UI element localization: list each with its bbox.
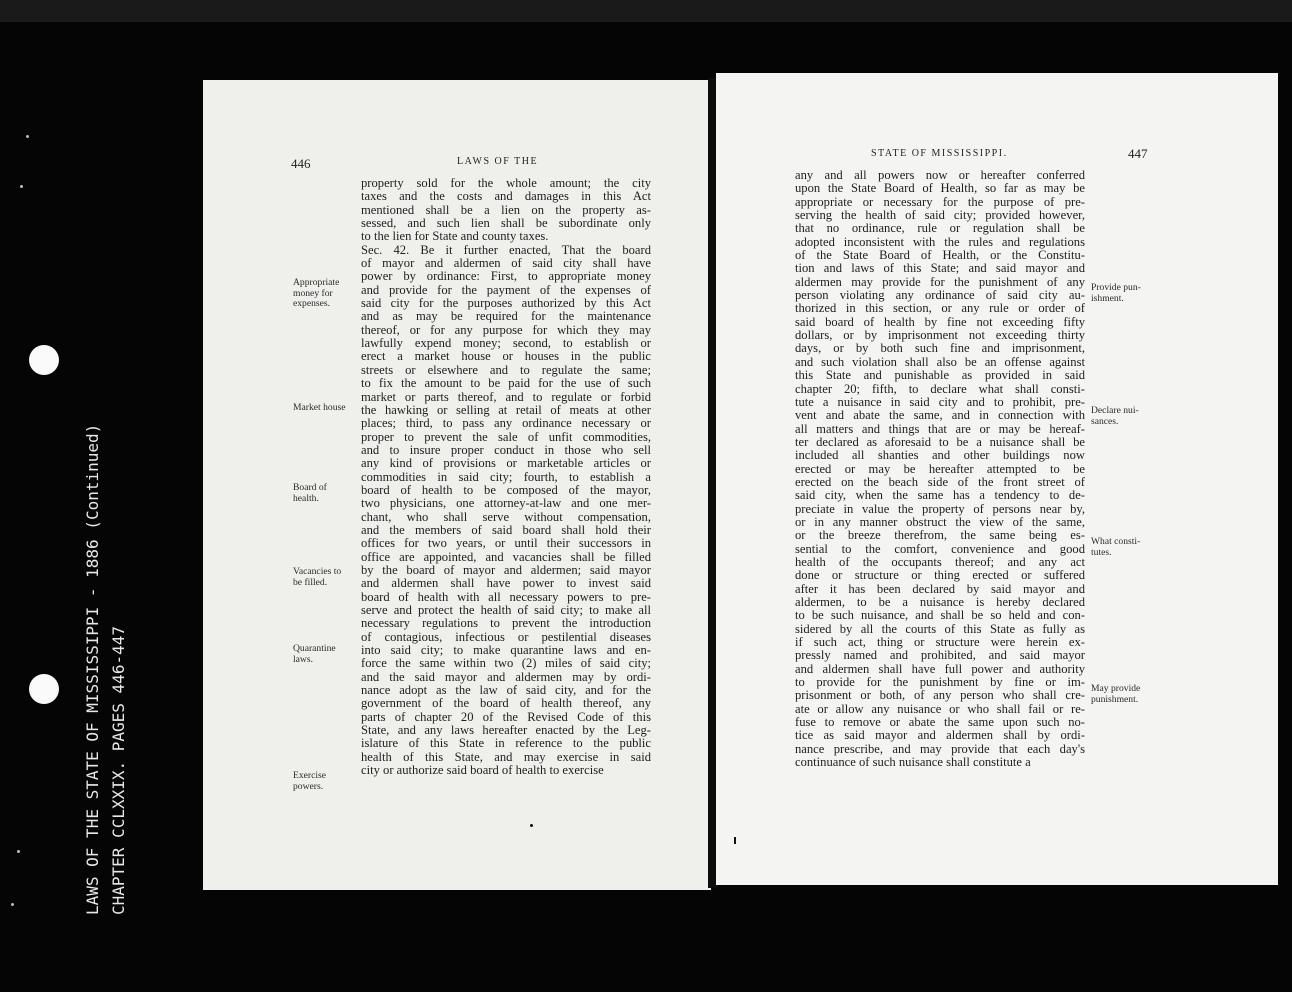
text-line: two physicians, one attorney-at-law and one mer-: [361, 496, 651, 511]
text-line: prisonment or both, of any person who shall cre-: [795, 688, 1085, 703]
margin-note-line: May provide: [1091, 683, 1141, 694]
text-line: board of health to be composed of the mayor,: [361, 482, 651, 497]
margin-note-line: laws.: [293, 653, 313, 665]
text-line: fuse to remove or abate the same upon such no-: [795, 715, 1085, 730]
text-line: that no ordinance, rule or regulation shall be: [795, 221, 1085, 236]
text-line: necessary regulations to prevent the introduction: [361, 616, 651, 631]
text-line: and such violation shall also be an offense against: [795, 354, 1085, 369]
running-head-right: STATE OF MISSISSIPPI.: [871, 148, 1008, 159]
text-line: city or authorize said board of health to exercise: [361, 763, 604, 778]
text-line: appropriate or necessary for the purpose of pre-: [795, 194, 1085, 209]
punch-hole-bottom: [29, 674, 59, 704]
text-line: thereof, or for any purpose for which they may: [361, 322, 651, 337]
text-line: person violating any ordinance of said city au-: [795, 288, 1085, 303]
margin-note-exercise: [293, 771, 326, 792]
text-line: said board of health by fine not exceeding fifty: [795, 314, 1085, 329]
text-line: parts of chapter 20 of the Revised Code of this: [361, 709, 651, 724]
left-page: [203, 80, 711, 890]
film-speck: [11, 903, 14, 906]
text-line: tute a nuisance in said city and to prohibit, pre-: [795, 394, 1085, 409]
text-line: force the same within two (2) miles of said city;: [361, 656, 651, 671]
ink-mark: [734, 837, 736, 844]
margin-note-provide-punishment: [1091, 283, 1141, 304]
text-line: chapter 20; fifth, to declare what shall consti-: [795, 381, 1085, 396]
margin-note-vacancies: [293, 567, 341, 588]
text-line: proper to prevent the sale of unfit commodities,: [361, 429, 651, 444]
text-line: islature of this State in reference to the public: [361, 736, 651, 751]
text-line: health of this State, and may exercise in said: [361, 749, 651, 764]
margin-note-line: Board of: [293, 482, 327, 493]
text-line: streets or elsewhere and to regulate the same;: [361, 362, 651, 377]
right-page: [716, 73, 1278, 885]
text-line: to the lien for State and county taxes.: [361, 229, 549, 244]
text-line: tice as said mayor and aldermen shall by ordi-: [795, 728, 1085, 743]
margin-note-line: Market house: [293, 402, 346, 413]
text-line: into said city; to make quarantine laws and en-: [361, 643, 651, 658]
text-line: market or parts thereof, and to regulate or forbid: [361, 389, 651, 404]
text-line: to be such nuisance, and shall be so held and con-: [795, 608, 1085, 623]
text-line: days, or by both such fine and imprisonment,: [795, 341, 1085, 356]
text-line: ate or allow any nuisance or who shall fail or re-: [795, 701, 1085, 716]
text-line: lawfully expend money; second, to establish or: [361, 336, 651, 351]
text-line: property sold for the whole amount; the city: [361, 176, 651, 190]
film-edge: [0, 0, 1292, 22]
text-line: said city, when the same has a tendency to de-: [795, 488, 1085, 503]
margin-note-line: powers.: [293, 780, 324, 792]
caption-line-2: CHAPTER CCLXXIX. PAGES 446-447: [109, 626, 128, 915]
caption-line-1: LAWS OF THE STATE OF MISSISSIPPI - 1886 (Continued): [83, 423, 102, 915]
text-line: continuance of such nuisance shall constitute a: [795, 755, 1031, 770]
margin-note-line: expenses.: [293, 298, 331, 309]
text-line: said city for the purposes authorized by this Act: [361, 296, 651, 311]
film-caption: [80, 424, 132, 915]
margin-note-line: tutes.: [1091, 546, 1112, 558]
text-line: Sec. 42. Be it further enacted, That the board: [361, 242, 651, 257]
text-line: dollars, or by imprisonment not exceeding thirty: [795, 328, 1085, 343]
page-number-right: 447: [1128, 146, 1148, 161]
text-line: the hawking or selling at retail of meats at other: [361, 402, 651, 417]
punch-hole-top: [29, 345, 59, 375]
margin-note-line: health.: [293, 492, 319, 504]
text-line: of contagious, infectious or pestilential diseases: [361, 629, 651, 644]
text-line: health of the occupants thereof; and any act: [795, 554, 1085, 569]
margin-note-may-provide: [1091, 684, 1140, 705]
text-line: aldermen, to be a nuisance is hereby declared: [795, 595, 1085, 609]
text-line: of the State Board of Health, or the Constitu-: [795, 248, 1085, 263]
text-line: office are appointed, and vacancies shall be filled: [361, 549, 651, 564]
margin-note-line: Quarantine: [293, 643, 336, 654]
text-line: of mayor and aldermen of said city shall have: [361, 256, 651, 271]
text-line: sessed, and such lien shall be subordinate only: [361, 216, 651, 231]
text-line: sential to the comfort, convenience and good: [795, 541, 1085, 556]
margin-note-line: Vacancies to: [293, 566, 342, 577]
text-line: aldermen may provide for the punishment of any: [795, 274, 1085, 289]
margin-note-market-house: [293, 403, 346, 414]
margin-note-line: Declare nui-: [1091, 405, 1139, 416]
text-line: and the members of said board shall hold their: [361, 522, 651, 537]
margin-note-line: Appropriate: [293, 277, 340, 288]
margin-note-line: punishment.: [1091, 693, 1139, 705]
text-line: all matters and things that are or may be hereaf-: [795, 421, 1085, 436]
margin-note-quarantine: [293, 644, 336, 665]
margin-note-line: money for: [293, 287, 333, 299]
text-line: chant, who shall serve without compensation,: [361, 509, 651, 524]
margin-note-appropriate: [293, 278, 339, 310]
text-line: commodities in said city; fourth, to establish a: [361, 469, 651, 484]
running-head-left: LAWS OF THE: [457, 156, 539, 167]
text-line: sidered by all the courts of this State as fully as: [795, 621, 1085, 636]
text-line: included all shanties and other buildings now: [795, 448, 1085, 463]
margin-note-board-of-health: [293, 483, 327, 504]
text-line: and the said mayor and aldermen may by ordi-: [361, 669, 651, 684]
text-line: and to insure proper conduct in those who sell: [361, 442, 651, 457]
text-line: erect a market house or houses in the public: [361, 349, 651, 364]
margin-note-line: be filled.: [293, 576, 328, 588]
margin-note-line: ishment.: [1091, 292, 1124, 304]
text-line: serving the health of said city; provided however,: [795, 208, 1085, 223]
text-line: pressly named and prohibited, and said mayor: [795, 648, 1085, 663]
text-line: to provide for the punishment by fine or im-: [795, 675, 1085, 690]
film-speck: [26, 135, 29, 138]
text-line: or the breeze therefrom, the same being es-: [795, 528, 1085, 543]
margin-note-line: Provide pun-: [1091, 282, 1141, 293]
text-line: State, and any laws hereafter enacted by the Leg-: [361, 723, 651, 738]
text-line: any and all powers now or hereafter conferred: [795, 168, 1085, 182]
text-line: adopted inconsistent with the rules and regulations: [795, 234, 1085, 249]
text-line: upon the State Board of Health, so far as may be: [795, 181, 1085, 196]
left-body-text: [361, 177, 651, 777]
text-line: if such act, thing or structure were herein ex-: [795, 635, 1085, 650]
text-line: and provide for the payment of the expenses of: [361, 282, 651, 297]
text-line: this State and punishable as provided in said: [795, 368, 1085, 383]
ink-dot: [530, 824, 533, 827]
text-line: done or structure or thing erected or suffered: [795, 568, 1085, 583]
right-body-text: [795, 169, 1085, 769]
margin-note-declare-nuisances: [1091, 406, 1139, 427]
text-line: erected or may be hereafter attempted to be: [795, 461, 1085, 476]
text-line: and aldermen shall have power to invest said: [361, 576, 651, 591]
margin-note-what-constitutes: [1091, 537, 1140, 558]
page-number-left: 446: [291, 156, 311, 171]
text-line: tion and laws of this State; and said mayor and: [795, 261, 1085, 276]
text-line: nance adopt as the law of said city, and for the: [361, 683, 651, 698]
text-line: offices for two years, or until their successors in: [361, 536, 651, 551]
text-line: by the board of mayor and aldermen; said mayor: [361, 562, 651, 577]
text-line: after it has been declared by said mayor and: [795, 581, 1085, 596]
text-line: erected on the beach side of the front street of: [795, 474, 1085, 489]
film-speck: [17, 850, 20, 853]
text-line: board of health with all necessary powers to pre-: [361, 589, 651, 604]
text-line: any kind of provisions or marketable articles or: [361, 456, 651, 471]
text-line: serve and protect the health of said city; to make all: [361, 603, 651, 617]
margin-note-line: What consti-: [1091, 536, 1141, 547]
text-line: or in any manner obstruct the view of the same,: [795, 514, 1085, 529]
text-line: and as may be required for the maintenance: [361, 309, 651, 324]
text-line: thorized in this section, or any rule or order of: [795, 301, 1085, 316]
text-line: preciate in value the property of persons near by,: [795, 501, 1085, 516]
film-speck: [20, 185, 23, 188]
text-line: and aldermen shall have full power and authority: [795, 661, 1085, 676]
text-line: vent and abate the same, and in connection with: [795, 408, 1085, 423]
text-line: taxes and the costs and damages in this Act: [361, 189, 651, 204]
text-line: ter declared as aforesaid to be a nuisance shall be: [795, 434, 1085, 449]
text-line: places; third, to pass any ordinance necessary or: [361, 416, 651, 431]
text-line: power by ordinance: First, to appropriate money: [361, 269, 651, 284]
margin-note-line: sances.: [1091, 415, 1119, 427]
text-line: government of the board of health thereof, any: [361, 696, 651, 711]
margin-note-line: Exercise: [293, 770, 327, 781]
text-line: nance prescribe, and may provide that each day's: [795, 741, 1085, 756]
text-line: to fix the amount to be paid for the use of such: [361, 376, 651, 391]
text-line: mentioned shall be a lien on the property as-: [361, 202, 651, 217]
